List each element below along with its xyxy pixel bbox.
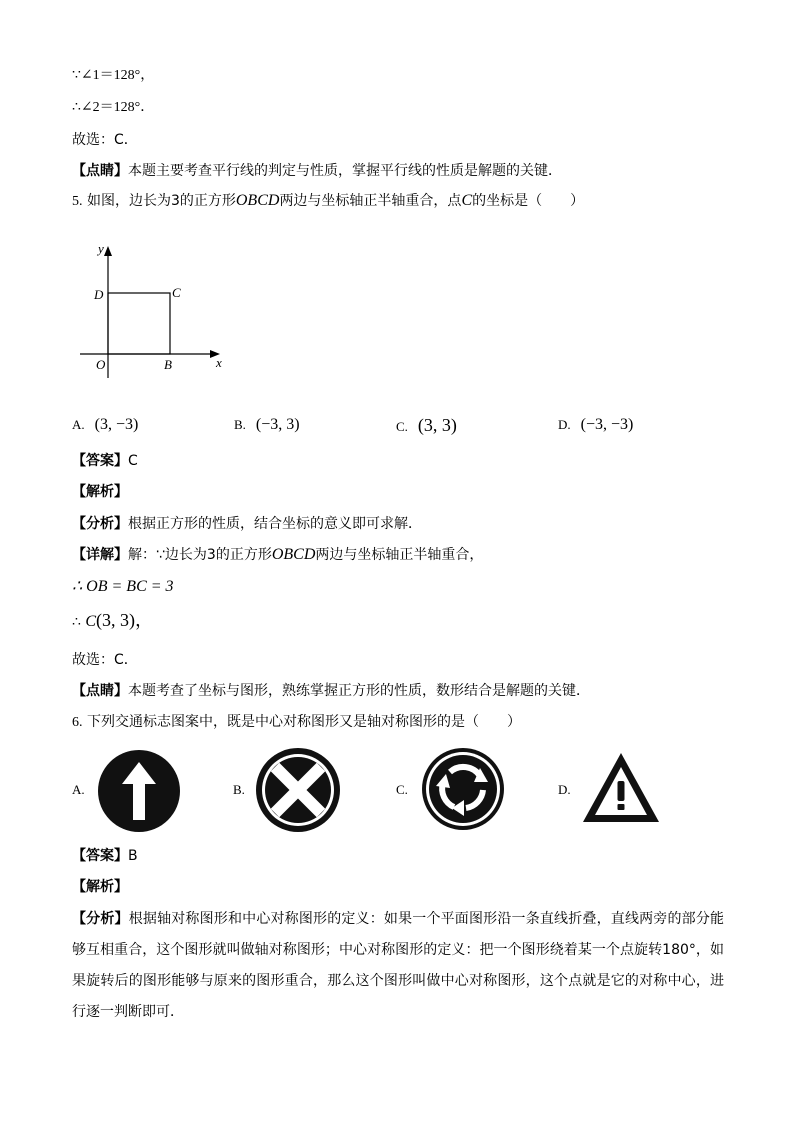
sign-option-a[interactable] — [72, 780, 85, 800]
answer-value: B — [128, 848, 138, 864]
option-letter: A. — [72, 417, 85, 432]
line-given-angle1: ∵∠1＝128°， — [72, 68, 155, 83]
square-coordinate-figure — [76, 238, 236, 378]
stem-text: 如图，边长为3的正方形 — [86, 193, 236, 209]
option-value: (3, −3) — [94, 416, 139, 433]
point-c-label: C — [172, 285, 181, 300]
therefore-symbol: ∴ — [72, 615, 81, 630]
option-letter: C. — [396, 782, 408, 797]
option-value: (−3, −3) — [580, 416, 634, 433]
fenxi-line — [72, 514, 422, 534]
option-letter: B. — [233, 782, 245, 797]
point-name: C — [85, 613, 97, 630]
question-5-stem — [72, 191, 584, 212]
line-choose-c: 故选：C． — [72, 132, 138, 148]
stem-text: 两边与坐标轴正半轴重合，点 — [279, 193, 462, 209]
y-axis-label: y — [98, 241, 104, 256]
option-letter: D. — [558, 782, 571, 797]
point-name: C — [461, 192, 473, 209]
point-b-label: B — [164, 357, 172, 372]
option-c[interactable] — [396, 415, 457, 437]
x-axis-label: x — [216, 355, 222, 370]
q6-fenxi-paragraph — [72, 904, 724, 1028]
analysis-tag: 【解析】 — [72, 879, 128, 895]
sign-option-d[interactable] — [558, 780, 571, 800]
line-dianjing-prev — [72, 161, 562, 181]
question-6-stem — [72, 712, 521, 733]
analysis-header — [72, 482, 128, 502]
origin-label: O — [96, 357, 106, 372]
roundabout-sign-icon[interactable] — [420, 746, 506, 832]
dianjing-line — [72, 681, 590, 701]
fenxi-tag: 【分析】 — [72, 911, 129, 927]
dianjing-tag: 【点睛】 — [72, 163, 128, 179]
xiangjie-line — [72, 545, 483, 565]
xiangjie-tag: 【详解】 — [72, 547, 128, 563]
option-value: (−3, 3) — [255, 416, 300, 433]
step-ob-bc — [72, 577, 174, 597]
xiangjie-text: 两边与坐标轴正半轴重合， — [315, 547, 484, 563]
answer-value: C — [128, 453, 138, 469]
option-letter: D. — [558, 417, 571, 432]
square-obcd — [108, 293, 170, 354]
xiangjie-text: 解：∵边长为3的正方形 — [128, 547, 272, 563]
option-d[interactable] — [558, 415, 633, 435]
fenxi-text: 根据正方形的性质，结合坐标的意义即可求解． — [128, 516, 422, 532]
step-c-coords — [72, 610, 153, 633]
option-letter: B. — [234, 417, 246, 432]
y-axis-arrow-icon — [104, 246, 112, 256]
option-letter: A. — [72, 782, 85, 797]
q6-analysis-header — [72, 877, 128, 897]
answer-line — [72, 451, 138, 471]
question-number: 5. — [72, 194, 83, 209]
stem-text: 的坐标是（ ） — [472, 193, 585, 209]
option-value: (3, 3) — [417, 415, 457, 435]
square-name: OBCD — [235, 192, 280, 209]
step-text: ∴ OB = BC = 3 — [72, 578, 174, 595]
sign-option-c[interactable] — [396, 780, 408, 800]
option-b[interactable] — [234, 415, 300, 435]
coords-text: (3, 3)， — [96, 610, 154, 630]
stem-text: 下列交通标志图案中，既是中心对称图形又是轴对称图形的是（ ） — [86, 714, 521, 730]
option-letter: C. — [396, 419, 408, 434]
sign-option-b[interactable] — [233, 780, 245, 800]
dianjing-text: 本题主要考查平行线的判定与性质，掌握平行线的性质是解题的关键． — [128, 163, 562, 179]
fenxi-tag: 【分析】 — [72, 516, 128, 532]
answer-tag: 【答案】 — [72, 453, 128, 469]
choose-text: 故选：C． — [72, 652, 138, 668]
dianjing-text: 本题考查了坐标与图形，熟练掌握正方形的性质，数形结合是解题的关键． — [128, 683, 590, 699]
analysis-tag: 【解析】 — [72, 484, 128, 500]
up-arrow-sign-icon[interactable] — [96, 748, 182, 834]
answer-tag: 【答案】 — [72, 848, 128, 864]
dianjing-tag: 【点睛】 — [72, 683, 128, 699]
square-name: OBCD — [271, 546, 316, 563]
x-cross-sign-icon[interactable] — [254, 746, 342, 834]
point-d-label: D — [94, 287, 104, 302]
option-a[interactable] — [72, 415, 138, 435]
line-therefore-angle2: ∴∠2＝128°． — [72, 100, 155, 115]
question-number: 6. — [72, 715, 83, 730]
warning-triangle-sign-icon[interactable] — [580, 750, 662, 826]
q6-answer-line — [72, 846, 138, 866]
fenxi-text: 根据轴对称图形和中心对称图形的定义：如果一个平面图形沿一条直线折叠，直线两旁的部分能够互相重合，这个图形就叫做轴对称图形；中心对称图形的定义：把一个图形绕着某一个点旋转180°，如果旋转后的图形能够与原来的图形重合，那么这个图形叫做中心对称图形，这个点就是它的对称中心，进行逐一判断即可． — [72, 911, 725, 1020]
choose-line — [72, 650, 138, 670]
